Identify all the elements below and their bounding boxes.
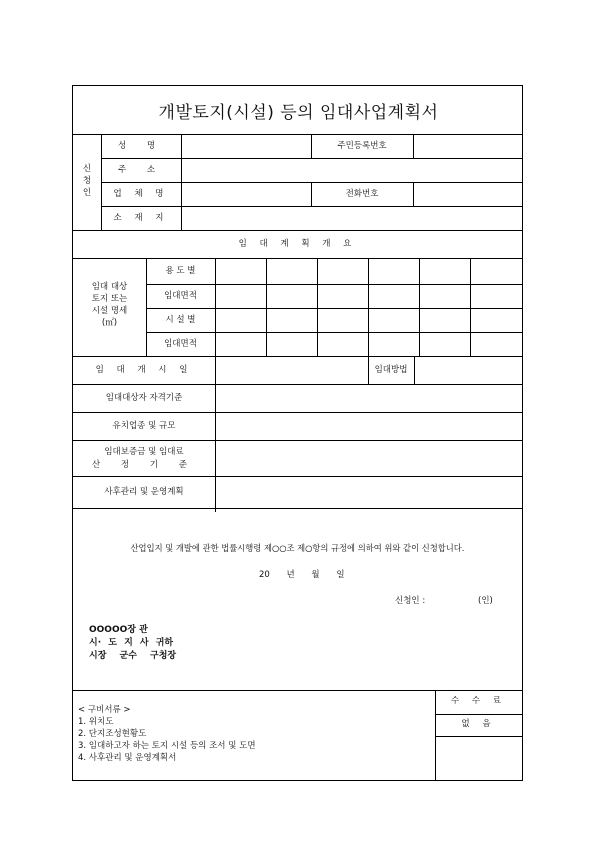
- location-label: 소 재 지: [113, 213, 169, 223]
- recipient-governor: 시· 도 지 사 귀하: [89, 638, 174, 648]
- row-divider: [146, 284, 522, 285]
- lease-row-use: 용 도 별: [165, 266, 196, 276]
- lease-start-label: 임 대 개 시 일: [95, 365, 193, 375]
- seal-mark: (인): [478, 596, 493, 606]
- lease-row-facility: 시 설 별: [165, 315, 196, 325]
- row-divider: [435, 714, 522, 715]
- lease-row-area-2: 임대면적: [164, 339, 197, 349]
- title-divider: [73, 134, 522, 135]
- deposit-label-1: 임대보증금 및 임대료: [104, 447, 184, 457]
- col-divider: [413, 134, 414, 158]
- applicant-side-label-1: 신: [82, 164, 92, 174]
- row-divider: [101, 158, 522, 159]
- attachment-item: 1. 위치도: [78, 717, 114, 727]
- row-divider: [73, 384, 522, 385]
- lease-method-label: 임대방법: [374, 365, 408, 375]
- col-divider: [266, 258, 267, 356]
- col-divider: [215, 258, 216, 512]
- attachment-item: 2. 단지조성현황도: [78, 729, 147, 739]
- attachment-item: 4. 사후관리 및 운영계획서: [78, 753, 177, 763]
- applicant-side-label-2: 청: [82, 176, 92, 186]
- qualification-label: 임대대상자 자격기준: [105, 393, 183, 403]
- recipient-minister: OOOOO장 관: [89, 625, 148, 635]
- lease-target-label-1: 임대 대상: [91, 282, 128, 292]
- deposit-label-2: 산 정 기 준: [92, 460, 196, 470]
- attachments-heading: < 구비서류 >: [78, 705, 131, 715]
- lease-target-label-3: 시설 명세: [91, 306, 128, 316]
- date-line: 20 년 월 일: [259, 570, 345, 580]
- phone-label: 전화번호: [345, 189, 379, 199]
- industry-label: 유치업종 및 규모: [112, 421, 176, 431]
- row-divider: [73, 356, 522, 357]
- row-divider: [435, 736, 522, 737]
- col-divider: [419, 258, 420, 356]
- form-title: 개발토지(시설) 등의 임대사업계획서: [158, 103, 439, 123]
- company-label: 업 체 명: [113, 189, 169, 199]
- attachment-item: 3. 임대하고자 하는 토지 시설 등의 조서 및 도면: [78, 741, 256, 751]
- row-divider: [146, 308, 522, 309]
- management-label: 사후관리 및 운영계획: [104, 487, 184, 497]
- applicant-side-label-3: 인: [82, 188, 92, 198]
- col-divider: [414, 356, 415, 384]
- statement-text: 산업입지 및 개발에 관한 법률시행령 제○○조 제○항의 규정에 의하여 위와 같이 신청합니다.: [130, 543, 465, 553]
- lease-plan-form: [72, 85, 523, 781]
- row-divider: [73, 230, 522, 231]
- col-divider: [317, 258, 318, 356]
- applicant-sign-label: 신청인 :: [395, 596, 426, 606]
- name-label: 성 명: [117, 141, 165, 151]
- fee-label: 수 수 료: [450, 696, 507, 706]
- row-divider: [101, 206, 522, 207]
- col-divider: [413, 182, 414, 206]
- row-divider: [73, 412, 522, 413]
- id-number-label: 주민등록번호: [337, 141, 387, 151]
- row-divider: [73, 258, 522, 259]
- col-divider: [181, 134, 182, 230]
- row-divider: [146, 332, 522, 333]
- row-divider: [73, 508, 522, 509]
- address-label: 주 소: [117, 165, 165, 175]
- lease-row-area: 임대면적: [164, 291, 197, 301]
- row-divider: [73, 476, 522, 477]
- row-divider: [73, 690, 522, 691]
- lease-target-label-2: 토지 또는: [91, 294, 128, 304]
- row-divider: [73, 440, 522, 441]
- fee-value: 없 음: [461, 719, 496, 729]
- lease-target-label-4: (㎡): [101, 318, 118, 328]
- recipient-mayor: 시장 군수 구청장: [89, 651, 177, 661]
- col-divider: [470, 258, 471, 356]
- plan-summary-label: 임 대 계 획 개 요: [238, 239, 357, 249]
